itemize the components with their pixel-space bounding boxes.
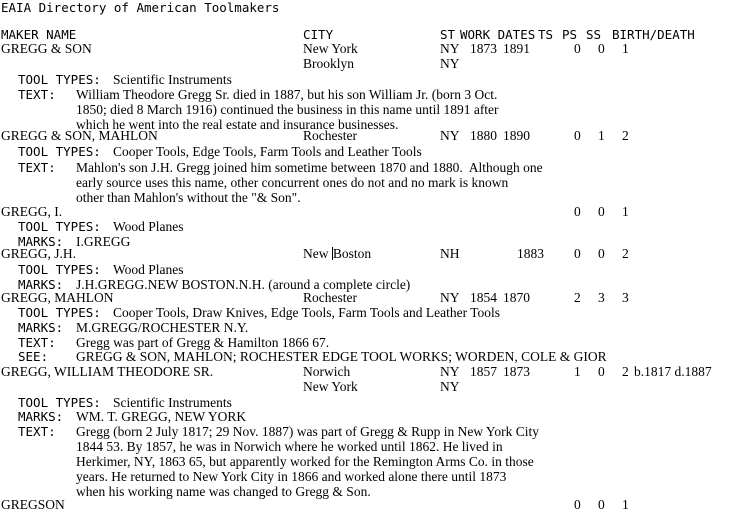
text-line: Gregg was part of Gregg & Hamilton 1866 67. [76,335,330,350]
ss-count: 2 [622,246,629,261]
text-label: TEXT: [18,160,56,175]
state: NY [440,128,460,143]
text-line: Gregg (born 2 July 1817; 29 Nov. 1887) was part of Gregg & Rupp in New York City [76,424,539,439]
city-text-after-cursor: Boston [332,246,372,261]
work-end: 1870 [503,290,530,305]
ps-count: 3 [598,290,605,305]
maker-name: GREGG, MAHLON [1,290,114,305]
ps-count: 0 [598,497,605,512]
work-start: 1857 [470,364,497,379]
ps-count: 0 [598,41,605,56]
maker-name: GREGG & SON [1,41,92,56]
maker-name: GREGG, J.H. [1,246,77,261]
header-birth-death: BIRTH/DEATH [612,27,695,42]
maker-name: GREGG, WILLIAM THEODORE SR. [1,364,214,379]
see-label: SEE: [18,349,49,364]
maker-name: GREGSON [1,497,65,512]
header-ss: SS [586,27,602,42]
ss-count: 2 [622,364,629,379]
text-line: William Theodore Gregg Sr. died in 1887, but his son William Jr. (born 3 Oct. [76,87,498,102]
marks-value: J.H.GREGG.NEW BOSTON.N.H. (around a complete circle) [76,277,411,292]
state: NY [440,290,460,305]
state: NY [440,56,460,71]
city: Rochester [303,290,357,305]
work-start: 1880 [470,128,497,143]
header-work-dates: WORK DATES [460,27,536,42]
maker-name: GREGG & SON, MAHLON [1,128,158,143]
ts-count: 1 [574,364,581,379]
tool-types-label: TOOL TYPES: [18,219,101,234]
ps-count: 0 [598,204,605,219]
state: NY [440,364,460,379]
city: Norwich [303,364,351,379]
marks-value: I.GREGG [76,234,131,249]
work-start: 1854 [470,290,497,305]
city: Brooklyn [303,56,355,71]
city-text-before-cursor: New [303,246,332,261]
tool-types-label: TOOL TYPES: [18,72,101,87]
marks-label: MARKS: [18,277,64,292]
window-title: EAIA Directory of American Toolmakers [1,0,280,15]
ts-count: 0 [574,128,581,143]
work-start: 1873 [470,41,497,56]
header-ps: PS [562,27,578,42]
ss-count: 1 [622,41,629,56]
city: New York [303,379,358,394]
ss-count: 1 [622,204,629,219]
text-line: which he went into the real estate and insurance businesses. [76,117,399,132]
tool-types-value: Cooper Tools, Draw Knives, Edge Tools, Farm Tools and Leather Tools [113,305,501,320]
state: NY [440,379,460,394]
state: NY [440,41,460,56]
tool-types-value: Scientific Instruments [113,395,232,410]
city: Rochester [303,128,357,143]
see-value: GREGG & SON, MAHLON; ROCHESTER EDGE TOOL WORKS; WORDEN, COLE & GIOR [76,349,607,364]
tool-types-value: Wood Planes [113,262,184,277]
tool-types-label: TOOL TYPES: [18,262,101,277]
tool-types-value: Wood Planes [113,219,184,234]
tool-types-label: TOOL TYPES: [18,395,101,410]
work-end: 1890 [503,128,530,143]
ts-count: 2 [574,290,581,305]
ss-count: 2 [622,128,629,143]
work-end: 1891 [503,41,530,56]
header-st: ST [440,27,456,42]
ts-count: 0 [574,246,581,261]
text-label: TEXT: [18,424,56,439]
text-line: Mahlon's son J.H. Gregg joined him sometime between 1870 and 1880. Although one [76,160,543,175]
ss-count: 3 [622,290,629,305]
tool-types-label: TOOL TYPES: [18,144,101,159]
birth-death: b.1817 d.1887 [634,364,712,379]
ss-count: 1 [622,497,629,512]
text-line: 1850; died 8 March 1916) continued the business in this name until 1891 after [76,102,499,117]
city: New York [303,41,358,56]
marks-value: WM. T. GREGG, NEW YORK [76,409,247,424]
work-end: 1873 [503,364,530,379]
text-line: early source uses this name, other concurrent ones do not and no mark is known [76,175,509,190]
marks-value: M.GREGG/ROCHESTER N.Y. [76,320,249,335]
ts-count: 0 [574,41,581,56]
text-label: TEXT: [18,87,56,102]
ps-count: 0 [598,246,605,261]
marks-label: MARKS: [18,409,64,424]
city-field[interactable] [303,246,371,262]
text-line: Herkimer, NY, 1863 65, but apparently worked for the Remington Arms Co. in those [76,454,534,469]
ps-count: 0 [598,364,605,379]
text-line: when his working name was changed to Gregg & Son. [76,484,371,499]
text-line: other than Mahlon's without the "& Son". [76,190,301,205]
maker-name: GREGG, I. [1,204,63,219]
tool-types-value: Scientific Instruments [113,72,232,87]
ts-count: 0 [574,497,581,512]
tool-types-value: Cooper Tools, Edge Tools, Farm Tools and Leather Tools [113,144,422,159]
text-label: TEXT: [18,335,56,350]
marks-label: MARKS: [18,234,64,249]
ps-count: 1 [598,128,605,143]
text-line: years. He returned to New York City in 1866 and worked alone there until 1873 [76,469,507,484]
text-line: 1844 53. By 1857, he was in Norwich where he worked until 1862. He lived in [76,439,503,454]
header-city: CITY [303,27,334,42]
header-maker-name: MAKER NAME [1,27,77,42]
marks-label: MARKS: [18,320,64,335]
work-start: 1883 [517,246,544,261]
tool-types-label: TOOL TYPES: [18,305,101,320]
header-ts: TS [538,27,554,42]
state: NH [440,246,460,261]
ts-count: 0 [574,204,581,219]
